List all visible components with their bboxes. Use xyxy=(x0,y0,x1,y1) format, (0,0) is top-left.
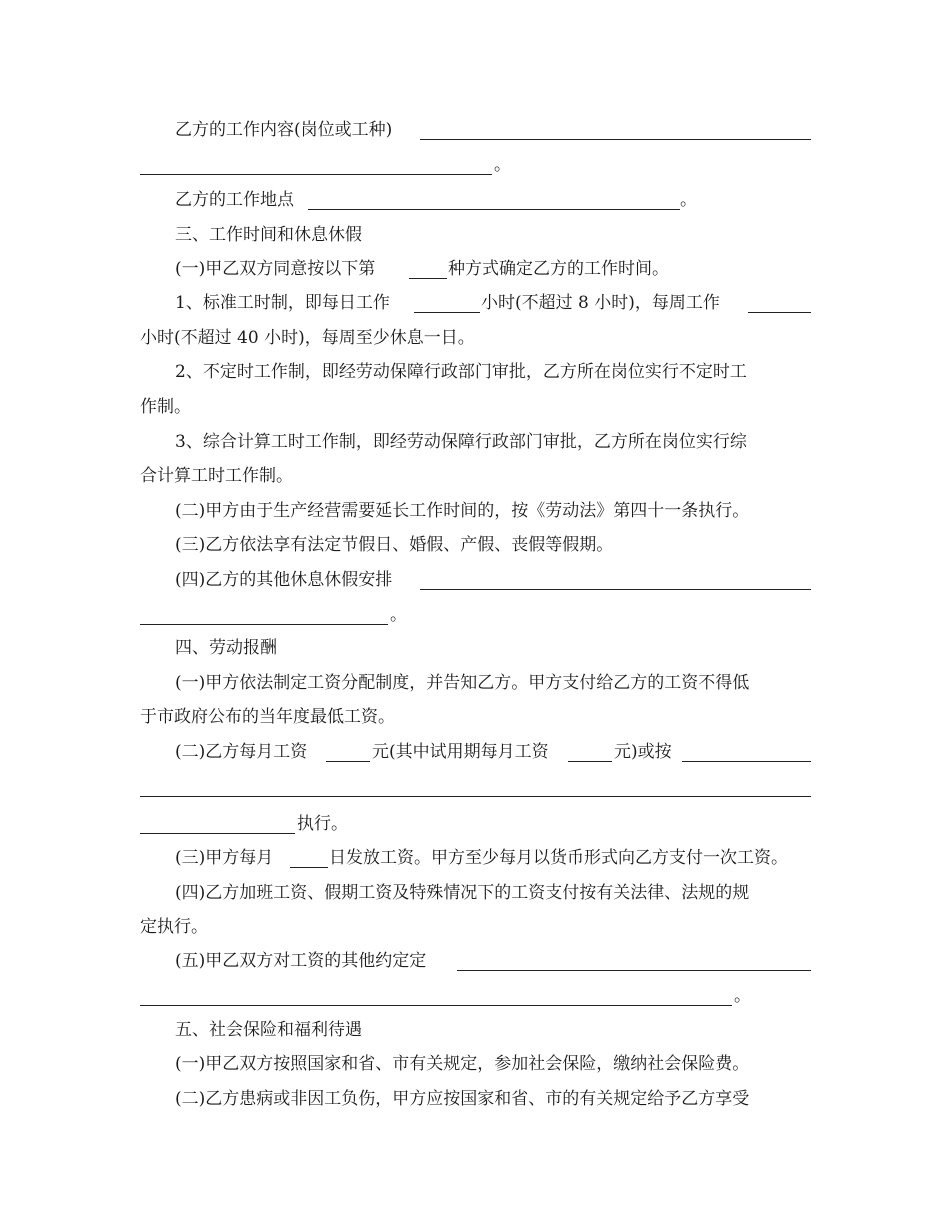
paragraph-line xyxy=(0,461,950,491)
paragraph-line xyxy=(0,185,950,215)
line-text: (四)乙方的其他休息休假安排 xyxy=(175,570,393,590)
fill-in-blank[interactable] xyxy=(290,849,328,868)
line-text: 小时(不超过 40 小时)，每周至少休息一日。 xyxy=(140,328,475,348)
line-text: 合计算工时工作制。 xyxy=(140,466,293,486)
line-text: 。 xyxy=(390,605,407,625)
paragraph-line xyxy=(0,912,950,942)
fill-in-blank[interactable] xyxy=(308,191,680,210)
fill-in-blank[interactable] xyxy=(140,156,492,175)
fill-in-blank[interactable] xyxy=(568,743,612,762)
fill-in-blank[interactable] xyxy=(420,571,811,590)
line-text: (四)乙方加班工资、假期工资及特殊情况下的工资支付按有关法律、法规的规 xyxy=(175,883,750,903)
section-heading xyxy=(0,220,950,250)
paragraph-line xyxy=(0,843,950,873)
paragraph-line xyxy=(0,427,950,457)
paragraph-line xyxy=(0,600,950,630)
paragraph-line xyxy=(0,946,950,976)
fill-in-blank[interactable] xyxy=(326,743,370,762)
paragraph-line xyxy=(0,668,950,698)
fill-in-blank[interactable] xyxy=(140,815,295,834)
paragraph-line xyxy=(0,392,950,422)
paragraph-line xyxy=(0,288,950,318)
line-text: 乙方的工作内容(岗位或工种) xyxy=(175,120,393,140)
paragraph-line xyxy=(0,702,950,732)
line-text: 作制。 xyxy=(140,397,191,417)
paragraph-line xyxy=(0,150,950,180)
line-text: 。 xyxy=(494,155,511,175)
fill-in-blank[interactable] xyxy=(140,606,388,625)
paragraph-line xyxy=(0,809,950,839)
paragraph-line xyxy=(0,530,950,560)
line-text: (三)甲方每月 xyxy=(175,848,274,868)
section-heading xyxy=(0,633,950,663)
line-text: (三)乙方依法享有法定节假日、婚假、产假、丧假等假期。 xyxy=(175,535,614,555)
fill-in-blank[interactable] xyxy=(682,743,811,762)
line-text: (一)甲乙双方按照国家和省、市有关规定，参加社会保险，缴纳社会保险费。 xyxy=(175,1054,750,1074)
paragraph-line xyxy=(0,357,950,387)
line-text: 执行。 xyxy=(297,814,348,834)
line-text: (二)乙方每月工资 xyxy=(175,742,308,762)
line-text: 2、不定时工作制，即经劳动保障行政部门审批，乙方所在岗位实行不定时工 xyxy=(175,362,747,382)
paragraph-line xyxy=(0,496,950,526)
paragraph-line xyxy=(0,254,950,284)
line-text: 乙方的工作地点 xyxy=(175,190,294,210)
fill-in-blank[interactable] xyxy=(409,260,447,279)
line-text: (二)甲方由于生产经营需要延长工作时间的，按《劳动法》第四十一条执行。 xyxy=(175,501,750,521)
paragraph-line xyxy=(0,772,950,802)
section-heading xyxy=(0,1015,950,1045)
paragraph-line xyxy=(0,878,950,908)
fill-in-blank[interactable] xyxy=(140,987,732,1006)
paragraph-line xyxy=(0,115,950,145)
line-text: (一)甲乙双方同意按以下第 xyxy=(175,259,376,279)
line-text: 于市政府公布的当年度最低工资。 xyxy=(140,707,395,727)
line-text: 小时(不超过 8 小时)，每周工作 xyxy=(481,293,720,313)
line-text: (一)甲方依法制定工资分配制度，并告知乙方。甲方支付给乙方的工资不得低 xyxy=(175,673,750,693)
line-text: 1、标准工时制，即每日工作 xyxy=(175,293,390,313)
line-text: 三、工作时间和休息休假 xyxy=(175,225,362,245)
line-text: 。 xyxy=(680,190,697,210)
fill-in-blank[interactable] xyxy=(748,294,811,313)
fill-in-blank[interactable] xyxy=(414,294,480,313)
fill-in-blank[interactable] xyxy=(140,778,811,797)
paragraph-line xyxy=(0,1084,950,1114)
line-text: 日发放工资。甲方至少每月以货币形式向乙方支付一次工资。 xyxy=(329,848,788,868)
line-text: 五、社会保险和福利待遇 xyxy=(175,1020,362,1040)
line-text: 3、综合计算工时工作制，即经劳动保障行政部门审批，乙方所在岗位实行综 xyxy=(175,432,747,452)
line-text: 元)或按 xyxy=(614,742,672,762)
line-text: 四、劳动报酬 xyxy=(175,638,277,658)
line-text: 。 xyxy=(734,986,751,1006)
fill-in-blank[interactable] xyxy=(457,952,811,971)
paragraph-line xyxy=(0,323,950,353)
line-text: (二)乙方患病或非因工负伤，甲方应按国家和省、市的有关规定给予乙方享受 xyxy=(175,1089,750,1109)
line-text: 定执行。 xyxy=(140,917,208,937)
line-text: (五)甲乙双方对工资的其他约定定 xyxy=(175,951,427,971)
paragraph-line xyxy=(0,1049,950,1079)
fill-in-blank[interactable] xyxy=(420,121,811,140)
paragraph-line xyxy=(0,737,950,767)
line-text: 种方式确定乙方的工作时间。 xyxy=(448,259,669,279)
line-text: 元(其中试用期每月工资 xyxy=(372,742,549,762)
paragraph-line xyxy=(0,981,950,1011)
paragraph-line xyxy=(0,565,950,595)
